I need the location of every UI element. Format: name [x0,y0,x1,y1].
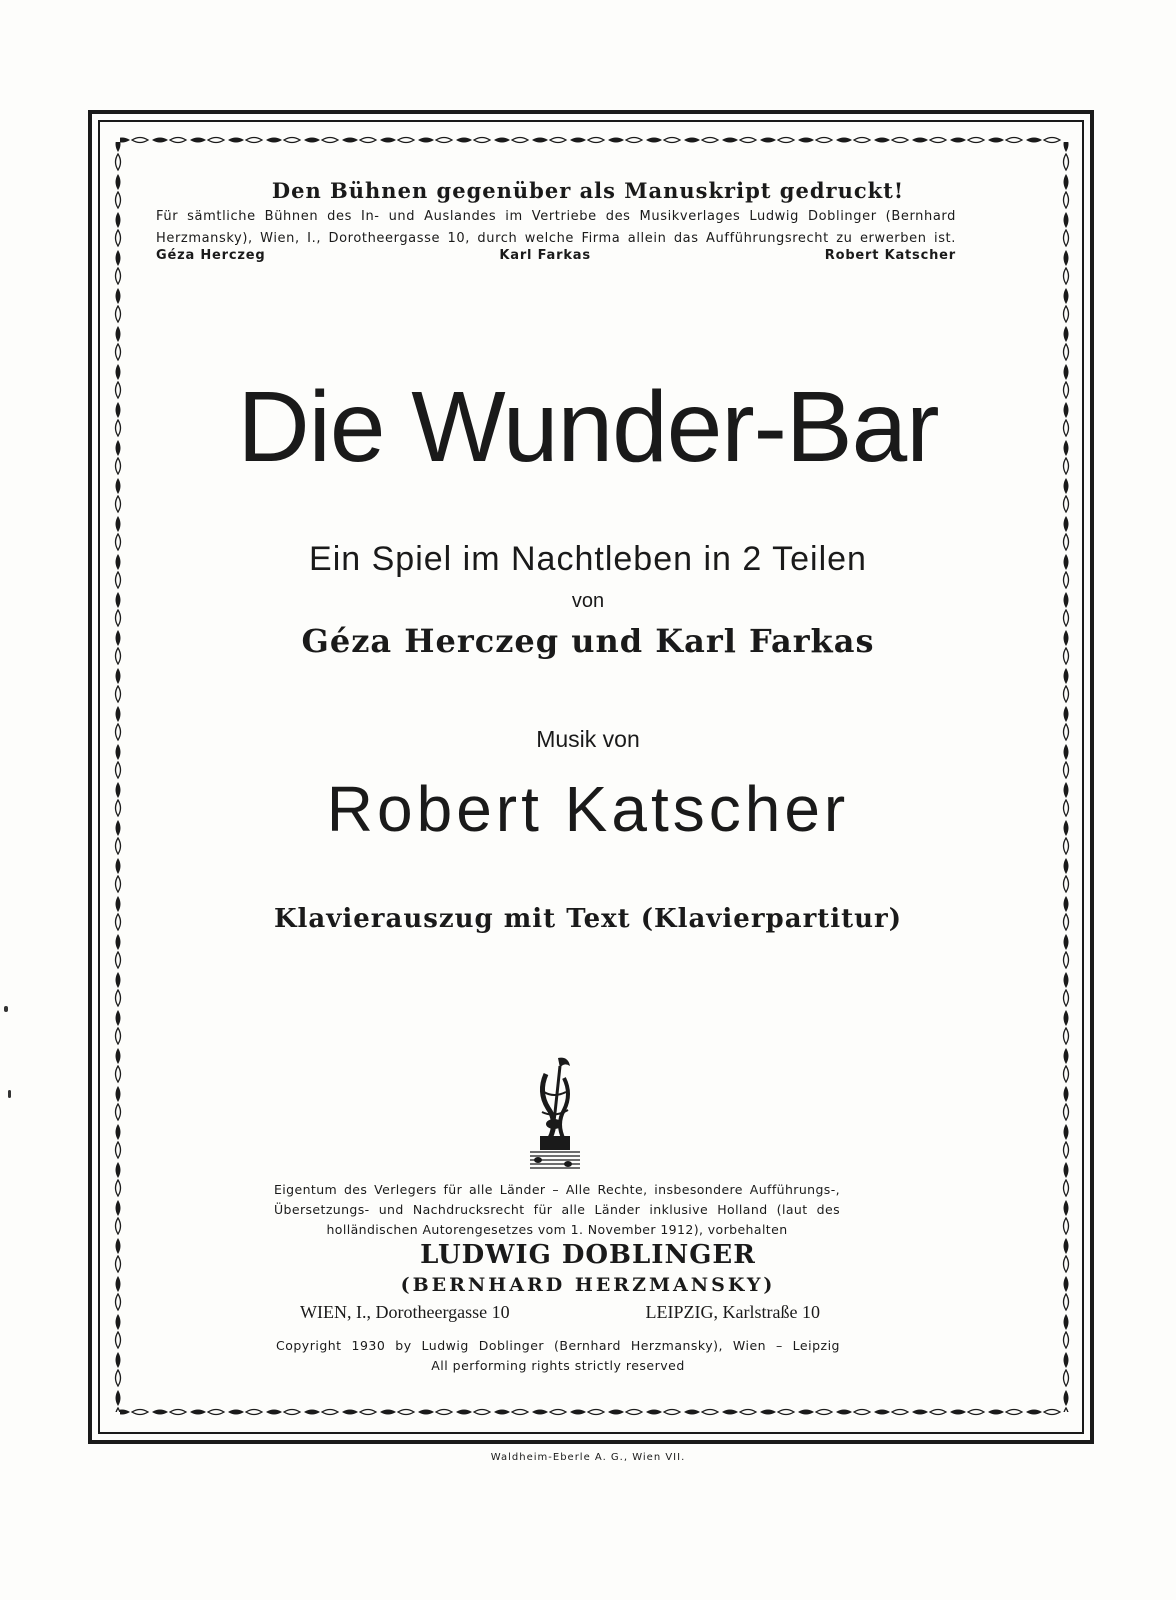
edition-type: Klavierauszug mit Text (Klavierpartitur) [273,904,903,934]
copyright-notice [276,1336,840,1376]
address-wien: WIEN, I., Dorotheergasse 10 [300,1302,510,1322]
rights-notice-line: Eigentum des Verlegers für alle Länder – Alle Rechte, insbesondere Aufführungs-, [274,1182,840,1197]
scan-speck [8,1090,11,1098]
scan-speck [4,1006,8,1012]
librettists: Géza Herczeg und Karl Farkas [301,622,875,660]
lyre-music-note-icon [524,1052,584,1174]
by-label: von [571,590,605,612]
performing-rights-line: All performing rights strictly reserved [431,1358,685,1373]
copyright-line: Copyright 1930 by Ludwig Doblinger (Bernhard Herzmansky), Wien – Leipzig [276,1338,840,1353]
distribution-notice-line: Herzmansky), Wien, I., Dorotheergasse 10, durch welche Firma allein das Aufführungsrecht zu erwerben ist. [156,231,956,246]
distribution-notice [156,206,956,250]
printer-imprint: Waldheim-Eberle A. G., Wien VII. [490,1452,686,1463]
author-name: Karl Farkas [499,248,591,263]
rights-notice-line: holländischen Autorengesetzes vom 1. November 1912), vorbehalten [326,1222,788,1237]
publisher-name: LUDWIG DOBLINGER [420,1240,756,1270]
composer-name: Robert Katscher [326,773,850,845]
publisher-subname: (BERNHARD HERZMANSKY) [400,1274,776,1296]
publisher-addresses [300,1302,820,1323]
address-leipzig: LEIPZIG, Karlstraße 10 [645,1302,820,1322]
author-name: Géza Herczeg [156,248,266,263]
work-title: Die Wunder-Bar [237,371,939,483]
music-by-label: Musik von [536,726,640,752]
distribution-notice-line: Für sämtliche Bühnen des In- und Auslandes im Vertriebe des Musikverlages Ludwig Doblinger (Bernhard [156,209,956,224]
author-name: Robert Katscher [824,248,956,263]
rights-notice [274,1180,840,1240]
notice-authors [156,248,956,263]
manuscript-notice-heading: Den Bühnen gegenüber als Manuskript gedruckt! [271,178,905,203]
work-subtitle: Ein Spiel im Nachtleben in 2 Teilen [309,540,867,578]
rights-notice-line: Übersetzungs- und Nachdrucksrecht für alle Länder inklusive Holland (laut des [274,1202,840,1217]
